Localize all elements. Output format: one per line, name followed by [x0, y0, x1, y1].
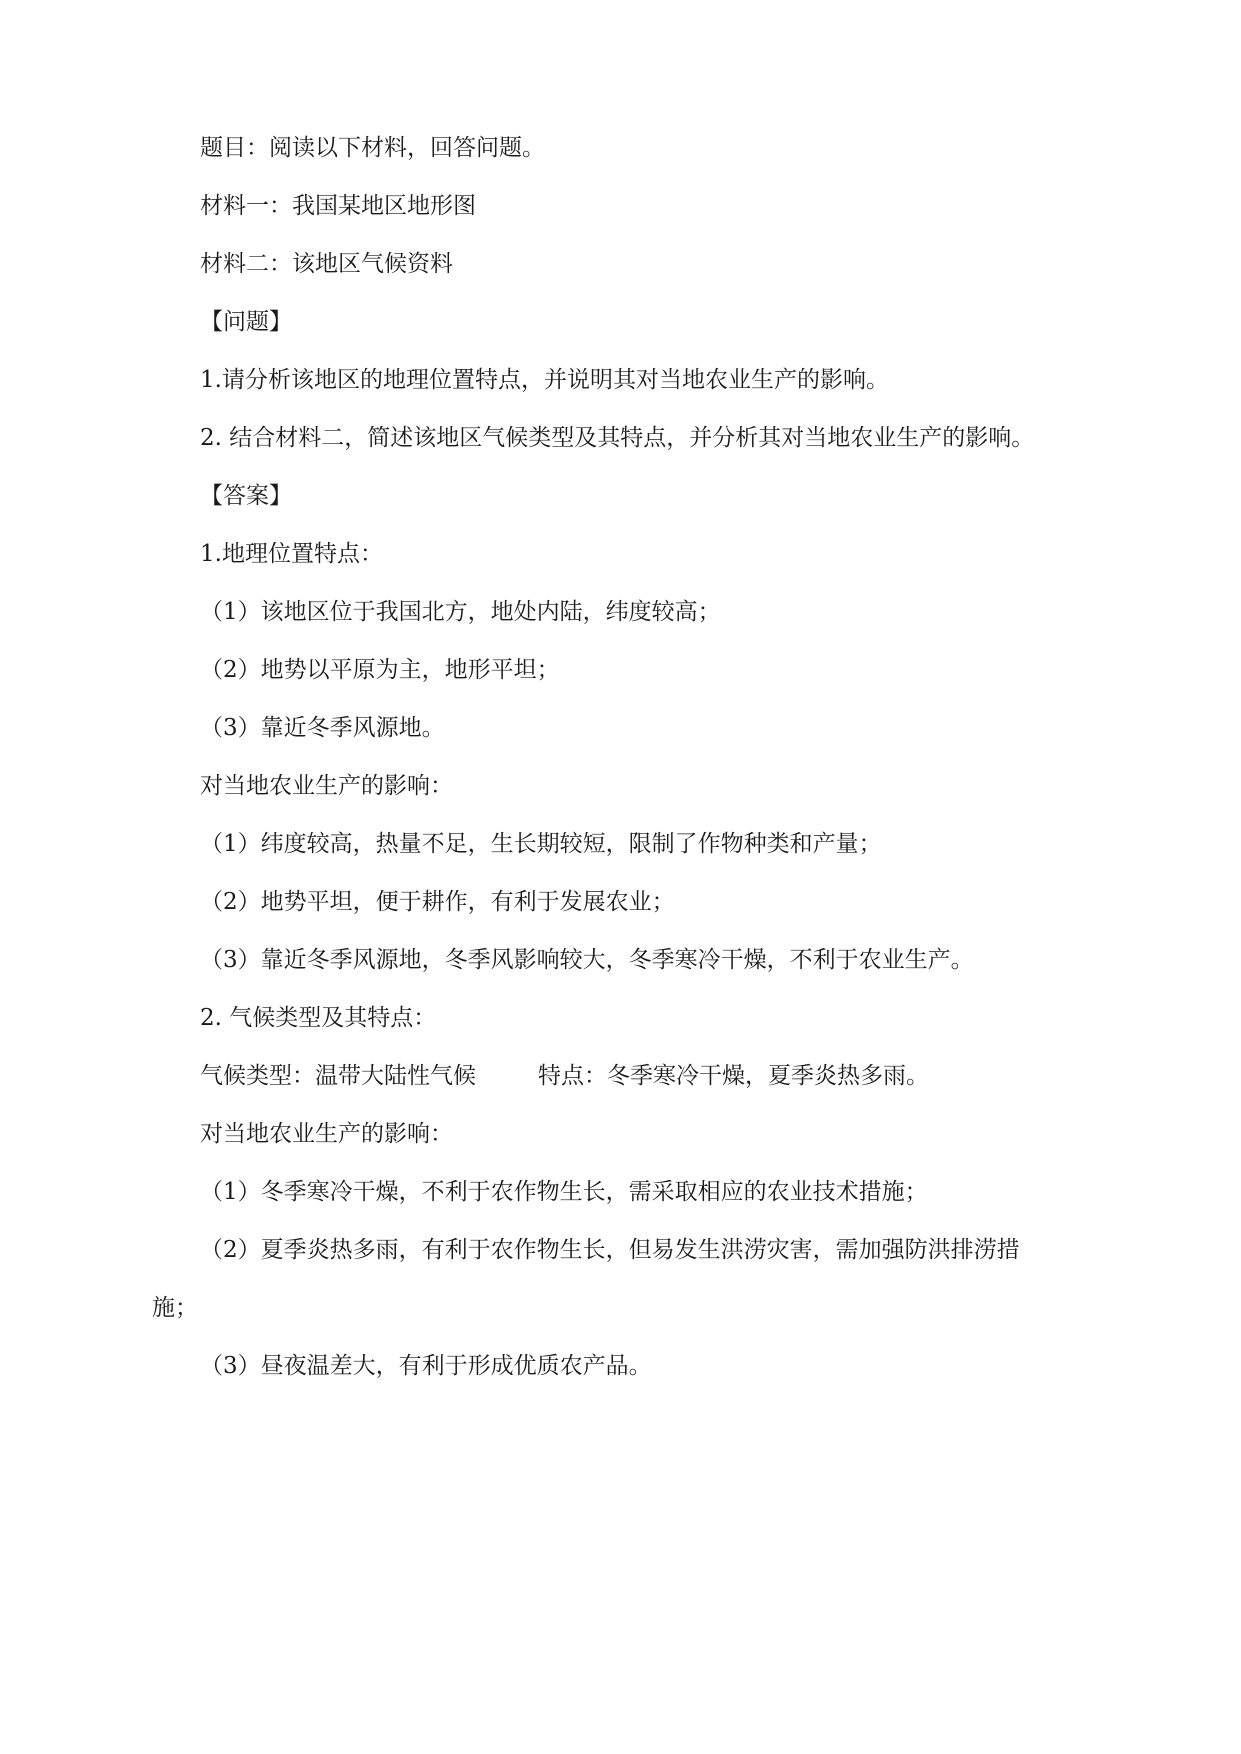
- impact-heading-1: 对当地农业生产的影响：: [200, 773, 453, 799]
- answer-two-heading: 2. 气候类型及其特点：: [200, 1005, 437, 1031]
- question-two: 2. 结合材料二，简述该地区气候类型及其特点，并分析其对当地农业生产的影响。: [200, 425, 1035, 451]
- material-two: 材料二：该地区气候资料: [200, 251, 453, 277]
- climate-line: [200, 1060, 929, 1092]
- answer-one-point-2: （2）地势以平原为主，地形平坦；: [200, 657, 560, 683]
- question-title: 题目：阅读以下材料，回答问题。: [200, 135, 545, 161]
- questions-heading: 【问题】: [200, 309, 292, 335]
- impact-1-point-1: （1）纬度较高，热量不足，生长期较短，限制了作物种类和产量；: [200, 831, 882, 857]
- material-one: 材料一：我国某地区地形图: [200, 193, 476, 219]
- impact-1-point-3: （3）靠近冬季风源地，冬季风影响较大，冬季寒冷干燥，不利于农业生产。: [200, 947, 974, 973]
- impact-2-point-1: （1）冬季寒冷干燥，不利于农作物生长，需采取相应的农业技术措施；: [200, 1179, 928, 1205]
- answers-heading: 【答案】: [200, 483, 292, 509]
- impact-2-point-2-cont: 施；: [152, 1295, 198, 1321]
- impact-2-point-2: （2）夏季炎热多雨，有利于农作物生长，但易发生洪涝灾害，需加强防洪排涝措: [200, 1237, 1020, 1263]
- answer-one-heading: 1.地理位置特点：: [200, 541, 383, 567]
- climate-features: 特点：冬季寒冷干燥，夏季炎热多雨。: [538, 1063, 929, 1089]
- answer-one-point-1: （1）该地区位于我国北方，地处内陆，纬度较高；: [200, 599, 721, 625]
- impact-1-point-2: （2）地势平坦，便于耕作，有利于发展农业；: [200, 889, 675, 915]
- impact-2-point-3: （3）昼夜温差大，有利于形成优质农产品。: [200, 1353, 652, 1379]
- climate-type: 气候类型：温带大陆性气候: [200, 1063, 476, 1089]
- question-one: 1.请分析该地区的地理位置特点，并说明其对当地农业生产的影响。: [200, 367, 889, 393]
- answer-one-point-3: （3）靠近冬季风源地。: [200, 715, 445, 741]
- impact-heading-2: 对当地农业生产的影响：: [200, 1121, 453, 1147]
